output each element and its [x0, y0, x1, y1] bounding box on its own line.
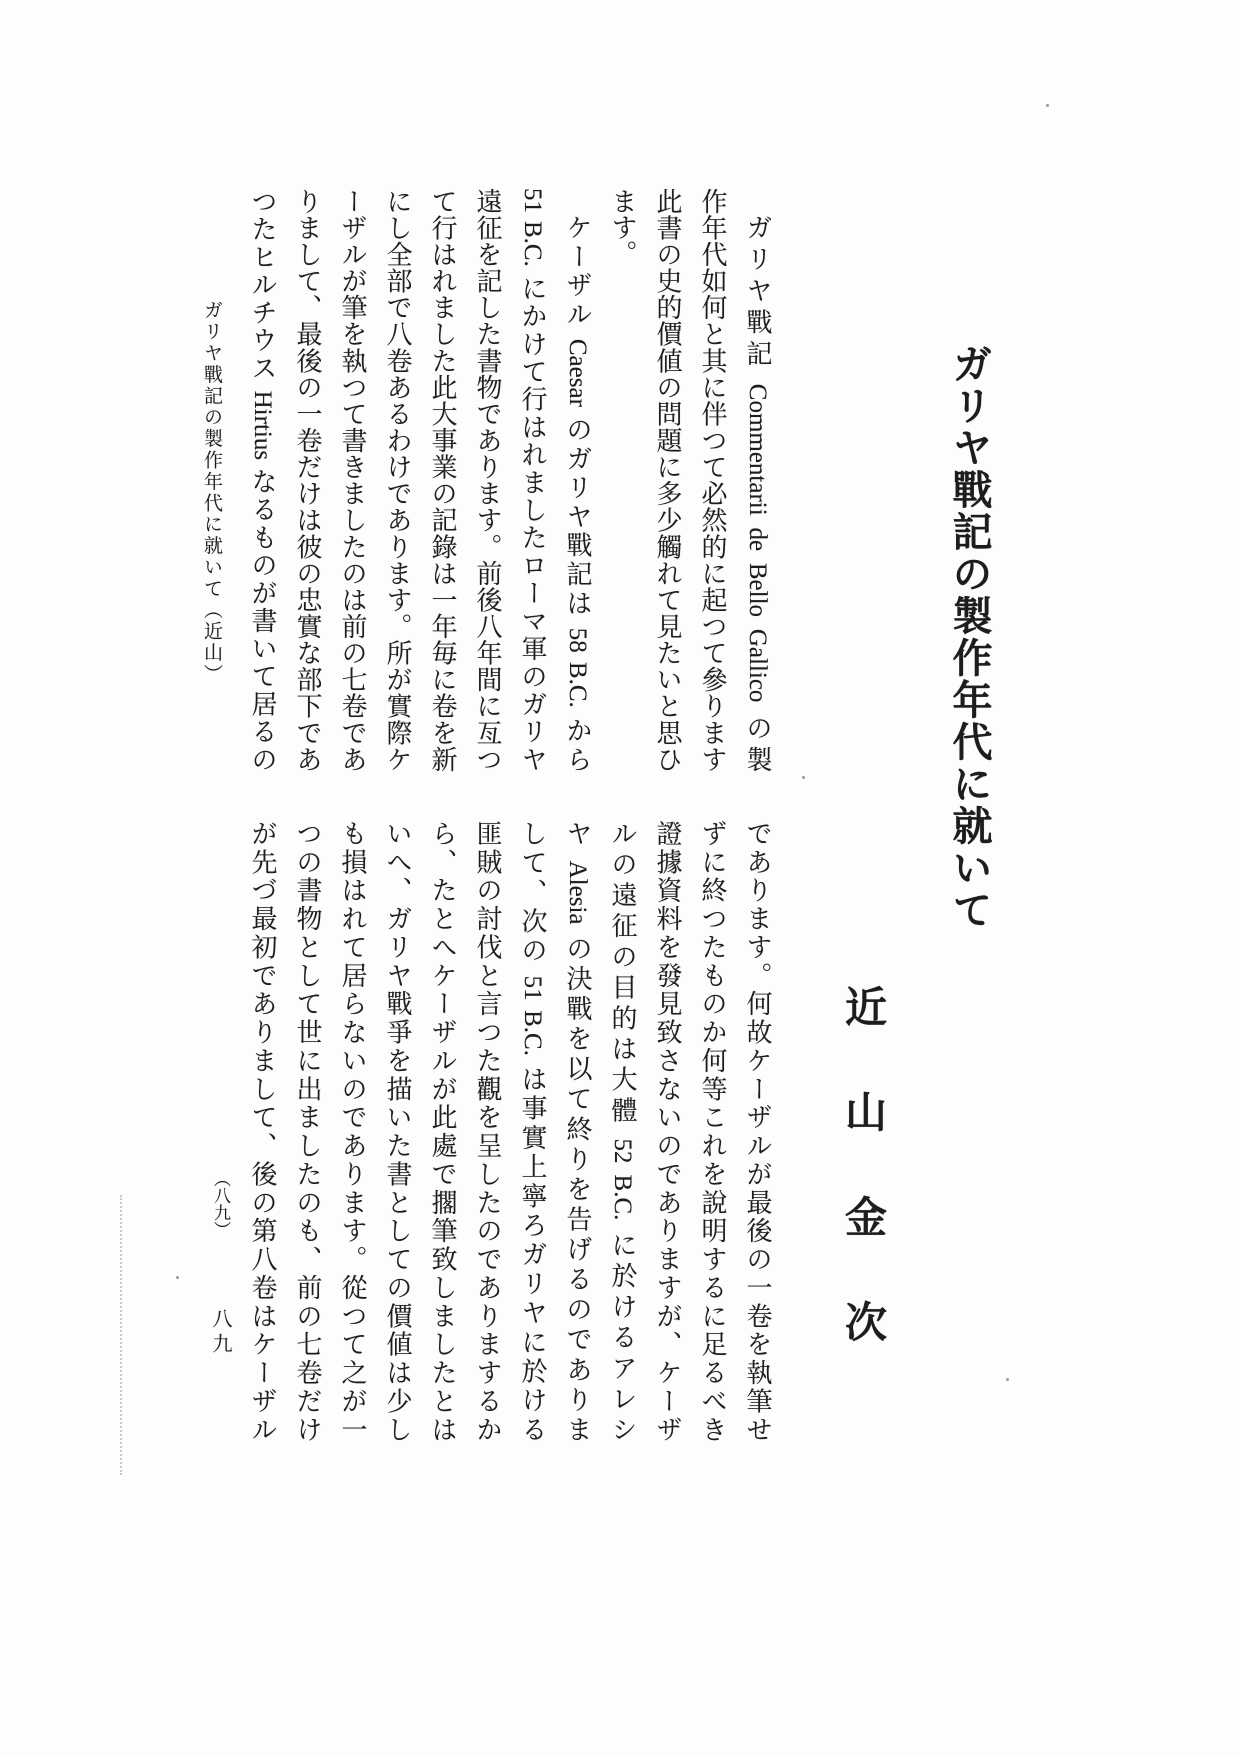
latin-term: Hirtius [249, 390, 276, 461]
latin-term: 51 B.C. [519, 975, 546, 1056]
latin-term: Commentarii de Bello Gallico [744, 383, 771, 703]
body-column: も損はれて居らないのであります。從つて之が一 [338, 820, 367, 1442]
body-column: にし全部で八卷あるわけであります。所が實際ケ [383, 188, 412, 772]
body-column: 此書の史的價値の問題に多少觸れて見たいと思ひ [653, 188, 682, 773]
body-column: 遠征を記した書物であります。前後八年間に亙つ [473, 188, 502, 772]
body-column: が先づ最初でありまして、後の第八卷はケーザル [248, 820, 277, 1442]
body-column: ら、たとへケーザルが此處で擱筆致しましたとは [428, 820, 457, 1442]
body-lower-block [240, 820, 780, 1442]
body-column: ーザルが筆を執つて書きましたのは前の七卷であ [338, 188, 367, 772]
body-column: 51 B.C. にかけて行はれましたローマ軍のガリヤ [518, 188, 547, 772]
body-upper-block [240, 188, 780, 772]
body-column: ずに終つたものか何等これを說明するに足るべき [698, 820, 727, 1442]
latin-term: 51 B.C. [519, 188, 546, 267]
body-column: 匪賊の討伐と言つた觀を呈したのでありまするか [473, 820, 502, 1442]
scan-dotted-artifact [120, 1195, 122, 1475]
author-name: 近山金次 [839, 985, 885, 1405]
scan-speck [1046, 104, 1049, 107]
running-head: ガリヤ戰記の製作年代に就いて（近山） [201, 300, 222, 686]
body-column: つたヒルチウス Hirtius なるものが書いて居るの [248, 188, 277, 772]
scan-speck [1006, 1378, 1009, 1381]
latin-term: Alesia [564, 860, 591, 925]
body-column: であります。何故ケーザルが最後の一卷を執筆せ [743, 820, 772, 1442]
body-column: て行はれました此大事業の記錄は一年毎に卷を新 [428, 188, 457, 772]
scan-speck [176, 1276, 179, 1279]
body-column: ルの遠征の目的は大體 52 B.C. に於けるアレシ [608, 820, 637, 1443]
scan-speck [802, 776, 805, 779]
page-number-bracketed: （八九） [211, 1170, 230, 1238]
article-title: ガリヤ戰記の製作年代に就いて [947, 343, 992, 931]
latin-term: 58 B.C. [564, 627, 591, 708]
latin-term: Caesar [564, 338, 591, 407]
body-column: ケーザル Caesar のガリヤ戰記は 58 B.C. から [563, 214, 592, 773]
latin-term: 52 B.C. [609, 1138, 636, 1221]
body-column: 作年代如何と其に伴つて必然的に起つて參ります [698, 188, 727, 772]
body-column: つの書物として世に出ましたのも、前の七卷だけ [293, 820, 322, 1442]
body-column: ヤ Alesia の決戰を以て終りを告げるのでありま [563, 820, 592, 1443]
body-column: して、次の 51 B.C. は事實上寧ろガリヤに於ける [518, 820, 547, 1442]
body-column: ます。 [608, 188, 637, 266]
body-column: 證據資料を發見致さないのでありますが、ケーザ [653, 820, 682, 1442]
page-number: 八九 [209, 1308, 231, 1358]
body-column: いへ、ガリヤ戰爭を描いた書としての價値は少し [383, 820, 412, 1442]
body-column: ガリヤ戰記 Commentarii de Bello Gallico の製 [743, 214, 772, 773]
body-column: りまして、最後の一卷だけは彼の忠實な部下であ [293, 188, 322, 772]
